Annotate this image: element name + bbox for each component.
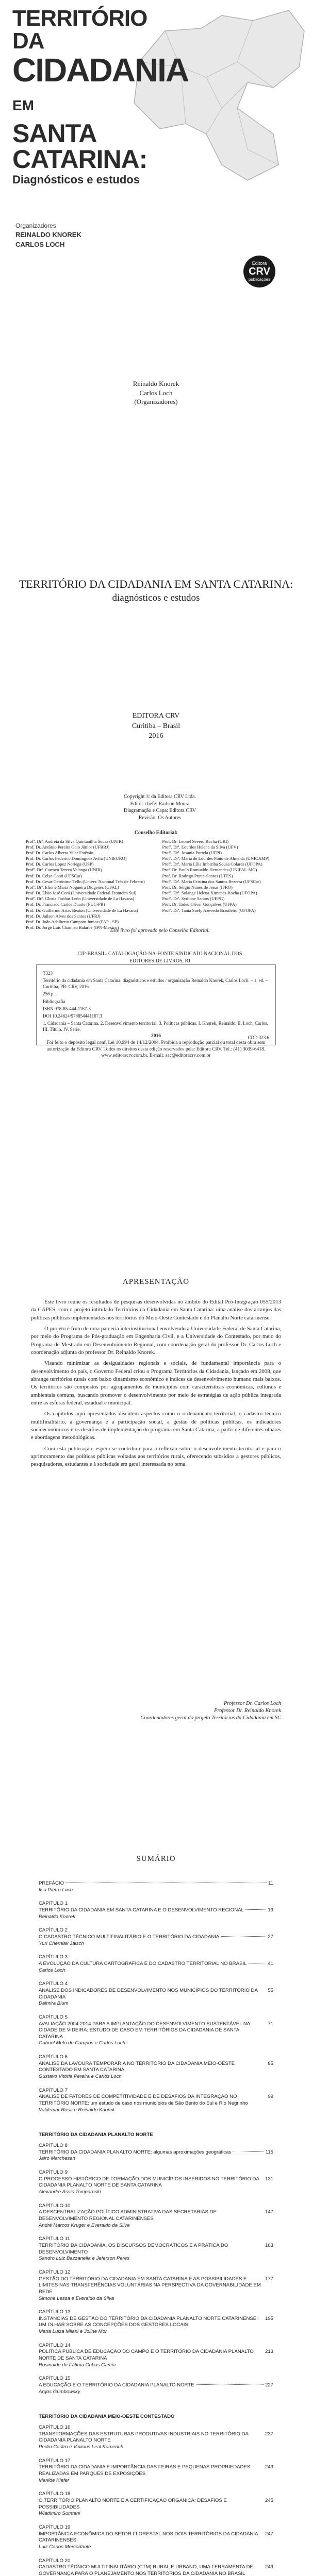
table-of-contents — [39, 1880, 273, 2576]
cover-title-em: EM — [12, 97, 34, 114]
toc-chapter-title: ANÁLISE DA LAVOURA TEMPORÁRIA NO TERRITÓRIO DA CIDADANIA MEIO-OESTE CONTESTADO EM SANTA CATARINA — [39, 2060, 235, 2073]
toc-chapter-author: Reinaldo Knorek — [39, 1913, 75, 1920]
toc-page-number: 55 — [268, 1987, 273, 1993]
toc-page-number: 243 — [265, 2464, 273, 2470]
organizer-name: REINALDO KNOREK — [15, 231, 81, 239]
toc-chapter-number: CAPÍTULO 1 — [39, 1901, 68, 1907]
toc-entry[interactable] — [39, 2203, 273, 2229]
editorial-council — [26, 829, 286, 930]
council-member: Profª. Drª. Josania Portela (UFPI) — [162, 850, 222, 855]
review-line: Revisão: Os Autores — [138, 815, 182, 821]
cip-lines — [43, 977, 269, 1032]
toc-chapter-number: CAPÍTULO 5 — [39, 2014, 68, 2020]
council-member: Prof. Dr. Cesar Gerónimo Tello (Univer. Nacional Três de Febrero) — [26, 878, 145, 884]
cip-line: DOI 10.24824/978854441167.3 — [43, 1013, 102, 1019]
toc-entry[interactable] — [39, 2236, 273, 2262]
toc-chapter-number: CAPÍTULO 4 — [39, 1981, 68, 1987]
toc-page-number: 11 — [268, 1880, 273, 1886]
toc-chapter-title: TERRITÓRIO DA CIDADANIA E IMPORTÂNCIA DAS FEIRAS E PEQUENAS PROPRIEDADES REALIZADAS EM PARQUES DE EXPOSIÇÕES — [39, 2464, 251, 2477]
toc-entry[interactable] — [39, 2491, 273, 2517]
toc-chapter-author: Carlos Loch — [39, 1967, 65, 1973]
toc-chapter-title: IMPORTÂNCIA ECONÔMICA DO SETOR FLORESTAL NOS DOIS TERRITÓRIOS DA CIDADANIA CATARINENSES — [39, 2531, 258, 2544]
toc-entry[interactable] — [39, 1880, 273, 1893]
cip-heading: CIP-BRASIL. CATALOGAÇÃO-NA-FONTE SINDICATO NACIONAL DOS EDITORES DE LIVROS, RJ — [77, 951, 242, 964]
cover-title-line-2: CIDADANIA — [12, 52, 187, 89]
council-member: Profª. Drª. Maria de Lourdes Pinto de Almeida (UNICAMP) — [162, 856, 270, 861]
toc-chapter-author: Marilde Kiefer — [39, 2477, 70, 2483]
toc-chapter-number: CAPÍTULO 14 — [39, 2342, 71, 2348]
toc-page-number: 213 — [265, 2349, 273, 2355]
council-member: Prof. Dr. Élsio José Corá (Universidade Federal Fronteira Sul) — [26, 890, 137, 896]
logo-sub-text: publicações — [248, 277, 271, 282]
toc-page-number: 71 — [268, 2021, 273, 2027]
toc-page-number: 147 — [265, 2209, 273, 2215]
colophon-page — [0, 773, 312, 1211]
cover-title-line-3: SANTA CATARINA: — [12, 119, 147, 174]
logo-editora-text: Editora — [252, 261, 267, 266]
toc-part-heading: TERRITÓRIO DA CIDADANIA PLANALTO NORTE — [39, 2132, 153, 2138]
toc-page-number: 163 — [265, 2242, 273, 2248]
toc-entry[interactable] — [39, 2558, 273, 2576]
toc-chapter-author: Sandro Luiz Bazzanella e Jeferson Peres — [39, 2256, 129, 2262]
toc-chapter-title: O PROCESSO HISTÓRICO DE FORMAÇÃO DOS MUNICÍPIOS INSERIDOS NO TERRITÓRIO DA CIDADANIA PLANALTO NORTE DE SANTA CATARINA — [39, 2176, 259, 2189]
council-member: Prof. Dr. Jorge Luis Chamiso Balarbe (IPN-Mexico) — [26, 925, 119, 930]
signature-line: Professor Dr. Carlos Loch — [223, 1701, 281, 1706]
council-member: Prof. Dr. Sérgio Nunes de Jesus (IFRO) — [162, 884, 233, 890]
toc-chapter-author: Alexandre Assis Tomporoski — [39, 2189, 101, 2195]
author-name: Reinaldo Knorek — [133, 380, 179, 387]
toc-entry[interactable] — [39, 2269, 273, 2302]
copyright-line: Copyright © da Editora CRV Ltda. — [124, 794, 196, 800]
toc-chapter-number: CAPÍTULO 10 — [39, 2202, 71, 2209]
toc-chapter-title: CADASTRO TÉCNICO MULTIFINALITÁRIO (CTM) RURAL E URBANO, UMA FERRAMENTA DE GOVERNANÇA PARA O PLANEJAMENTO NOS TERRITÓRIOS DA CIDADANIA NO BRASIL — [39, 2564, 253, 2576]
toc-entry[interactable] — [39, 2088, 273, 2114]
author-role: (Organizadores) — [134, 398, 178, 406]
toc-entry[interactable] — [39, 2170, 273, 2196]
toc-leader-dots — [245, 1909, 266, 1910]
toc-chapter-title: A DESCENTRALIZAÇÃO POLÍTICO ADMINISTRATIVA DAS SECRETARIAS DE DESENVOLVIMENTO REGIONAL CATARINENSES — [39, 2209, 217, 2222]
toc-page-number: 27 — [268, 1934, 273, 1940]
toc-chapter-title: A EDUCAÇÃO E O TERRITÓRIO DA CIDADANIA PLANALTO NORTE — [39, 2382, 194, 2388]
presentation-paragraph: O projeto é fruto de uma parceria interinstitucional envolvendo a Universidade Federal de Santa Catarina, por meio do Programa de Pós-graduação em Engenharia Civil, e a Universidade do Contestado, por meio do Programa de Mestrado em Desenvolvimento Regional, com coordenação geral do professor Dr. Carlos Loch e coordenação adjunta do professor Dr. Reinaldo Knorek. — [31, 1325, 281, 1355]
toc-chapter-title: O CADASTRO TÉCNICO MULTIFINALITÁRIO E O TERRITÓRIO DA CIDADANIA — [39, 1934, 220, 1940]
toc-entry[interactable] — [39, 1927, 273, 1947]
toc-page-number: 85 — [268, 2060, 273, 2066]
toc-page-number: 99 — [268, 2094, 273, 2100]
toc-chapter-author: Jairo Marchesan — [39, 2156, 75, 2162]
presentation-paragraph: Visando minimizar as desigualdades regionais e sociais, de fundamental importância para o desenvolvimento do país, o Governo Federal criou o Programa Territórios da Cidadania, lançado em 2008, que abrange territórios rurais com baixo dinamismo econômico e índices de desenvolvimento humano mais baixos. Os territórios são compostos por agrupamentos de municípios com características econômicas, culturais e ambientais comuns, buscando promover o desenvolvimento por meio de estratégias de ação pública integrada entre as esferas federal, estadual e municipal. — [31, 1360, 281, 1406]
signature-line: Professor Dr. Reinaldo Knorek — [214, 1708, 281, 1714]
toc-page-number: 177 — [265, 2276, 273, 2282]
cover-title-line-1: TERRITÓRIO DA — [12, 6, 147, 54]
toc-chapter-number: CAPÍTULO 7 — [39, 2087, 68, 2093]
rights-text: Foi feito o depósito legal conf. Lei 10.994 de 14/12/2004. Proibida a reprodução parcial ou total desta obra sem autorização da Editora CRV. Todos os direitos desta edição reservados pela: Editora CRV. Tel.: (41) 3039-6418. www.editoracrv.com.br. E-mail: sac@editoracrv.com.br — [46, 1040, 266, 1059]
presentation-body — [31, 1298, 281, 1472]
toc-chapter-title: A EVOLUÇÃO DA CULTURA CARTOGRÁFICA E DO CADASTRO TERRITORIAL NO BRASIL — [39, 1960, 247, 1967]
council-member: Prof. Dr. Tadeu Oliver Gonçalves (UFPA) — [162, 902, 237, 907]
cip-line: Bibliografia — [43, 998, 65, 1004]
council-list-right — [162, 839, 287, 931]
presentation-signature — [140, 1700, 281, 1722]
toc-entry[interactable] — [39, 2524, 273, 2551]
council-member: Prof. Dr. Leonel Severo Rocha (URI) — [162, 838, 229, 844]
title-page-authors — [0, 379, 312, 406]
cip-line: Território da cidadania em Santa Catarina: diagnósticos e estudos / organização Reinaldo Knorek, Carlos Loch. – 1. ed. – Curitiba, PR: CRV, 2016. — [43, 978, 268, 990]
toc-chapter-author: Gabriel Melo de Campos e Carlos Loch — [39, 2040, 125, 2046]
summary-page — [0, 1855, 312, 2576]
organizer-name: CARLOS LOCH — [15, 241, 65, 249]
council-member: Prof. Dr. Carlos López Noriega (USP) — [26, 861, 94, 867]
toc-entry[interactable] — [39, 2343, 273, 2369]
toc-chapter-number: CAPÍTULO 18 — [39, 2491, 71, 2497]
toc-chapter-title: INSTÂNCIAS DE GESTÃO DO TERRITÓRIO DA CIDADANIA PLANALTO NORTE CATARINENSE: UM OLHAR SOBRE AS CONCEPÇÕES DOS GESTORES LOCAIS — [39, 2315, 258, 2328]
council-member: Prof. Dr. Paulo Romualdo Hernandes (UNIFAL-MG) — [162, 867, 257, 873]
council-member: Profª. Drª. Carmen Tereza Velanga (UNIR) — [26, 867, 102, 873]
council-title: Conselho Editorial: — [134, 830, 178, 836]
presentation-title: APRESENTAÇÃO — [122, 1278, 190, 1286]
publisher-name: EDITORA CRV — [132, 712, 180, 720]
toc-chapter-author: Maria Luiza Milani e Joline Mor — [39, 2329, 107, 2335]
approval-note: Este livro foi aprovado pelo Conselho Editorial. — [110, 928, 210, 934]
toc-page-number: 245 — [265, 2497, 273, 2503]
toc-leader-dots — [196, 2384, 264, 2385]
toc-entry[interactable] — [39, 1954, 273, 1974]
cip-cdd: CDD 323.6 — [248, 1035, 269, 1041]
crv-publisher-logo — [243, 256, 275, 287]
cip-line: 256 p. — [43, 991, 55, 997]
summary-title: SUMÁRIO — [136, 1855, 176, 1863]
toc-chapter-title: O TERRITÓRIO PLANALTO NORTE E A CERTIFICAÇÃO ORGÂNICA: DESAFIOS E POSSIBILIDADES — [39, 2497, 227, 2510]
council-member: Prof. Dr. Carlos Federico Dominguez Avila (UNIEURO) — [26, 856, 127, 861]
toc-chapter-number: CAPÍTULO 17 — [39, 2458, 71, 2464]
council-member: Profª. Drª. Lourdes Helena da Silva (UFV) — [162, 844, 238, 850]
toc-chapter-author: Simone Lessa e Everaldo da Silva — [39, 2295, 114, 2301]
toc-chapter-author: Rosinaide de Fátima Cubas Garcia — [39, 2362, 116, 2368]
toc-entry[interactable] — [39, 2143, 273, 2162]
toc-chapter-author: Yuri Cherniak Jalsch — [39, 1940, 84, 1946]
toc-chapter-author: Dalmira Blum — [39, 2001, 69, 2007]
toc-chapter-author: Valdemar Rosa e Reinaldo Knorek — [39, 2107, 115, 2113]
toc-chapter-author: Gustavo Vitória Pereira e Carlos Loch — [39, 2074, 122, 2080]
toc-entry[interactable] — [39, 1901, 273, 1920]
council-member: Prof. Dr. Carlos Alberto Vilar Estêvão — [26, 850, 93, 855]
toc-part-heading: TERRITÓRIO DA CIDADANIA MEIO-OESTE CONTESTADO — [39, 2414, 175, 2420]
toc-chapter-number: CAPÍTULO 16 — [39, 2425, 71, 2431]
toc-chapter-number: CAPÍTULO 9 — [39, 2170, 68, 2175]
presentation-paragraph: Com esta publicação, espera-se contribuir para a reflexão sobre o desenvolvimento territorial e para o aprimoramento das políticas públicas voltadas aos territórios rurais, oferecendo subsídios a gestores públicos, pesquisadores, estudantes e à sociedade em geral interessada no tema. — [31, 1445, 281, 1468]
publication-year: 2016 — [149, 732, 163, 740]
design-line: Diagramação e Capa: Editora CRV — [123, 808, 196, 814]
title-page-publisher — [0, 711, 312, 741]
toc-entry[interactable] — [39, 2054, 273, 2080]
book-title: TERRITÓRIO DA CIDADANIA EM SANTA CATARINA: — [19, 578, 293, 590]
toc-chapter-author: Pedro Castro e Vinicius Leal Kamerich — [39, 2444, 124, 2450]
rights-year: 2016 — [151, 1033, 161, 1039]
council-member: Profª. Drª. Maria Lília Imbiriba Sousa Colares (UFOPA) — [162, 861, 262, 867]
presentation-page — [0, 1278, 312, 1762]
toc-chapter-author: André Marcos Kruger e Everaldo da Silva — [39, 2222, 130, 2228]
toc-chapter-number: CAPÍTULO 8 — [39, 2143, 68, 2149]
toc-chapter-number: CAPÍTULO 11 — [39, 2236, 70, 2242]
toc-chapter-author: Wladimiro Sumtani — [39, 2511, 80, 2517]
toc-chapter-title: TERRITÓRIO DA CIDADANIA EM SANTA CATARINA E O DESENVOLVIMENTO REGIONAL — [39, 1907, 244, 1913]
toc-entry[interactable] — [39, 2014, 273, 2047]
toc-page-number: 195 — [265, 2315, 273, 2321]
cip-line: 1. Cidadania – Santa Catarina. 2. Desenvolvimento territorial. 3. Políticas públicas. I. Knorek, Reinaldo. II. Loch, Carlos. III. Título. IV. Série. — [43, 1020, 268, 1032]
toc-entry[interactable] — [39, 2425, 273, 2451]
toc-chapter-author: Ilsa Pietro Loch — [39, 1887, 73, 1893]
toc-chapter-title: POLÍTICA PÚBLICA DE EDUCAÇÃO DO CAMPO E O TERRITÓRIO DA CIDADANIA PLANALTO NORTE DE SANTA CATARINA — [39, 2349, 254, 2362]
toc-chapter-number: CAPÍTULO 19 — [39, 2524, 71, 2530]
council-member: Prof. Dr. Rodrigo Pratte-Santos (UFES) — [162, 873, 233, 878]
toc-chapter-author: Luiz Carlos Mercadante — [39, 2544, 91, 2550]
toc-page-number: 247 — [265, 2531, 273, 2537]
cover-organizers — [15, 222, 81, 250]
council-member: Profª. Drª. Solange Helena Ximenes-Rocha (UFOPA) — [162, 890, 257, 896]
toc-entry[interactable] — [39, 1981, 273, 2007]
toc-leader-dots — [221, 1936, 266, 1937]
toc-chapter-number: CAPÍTULO 15 — [39, 2376, 71, 2382]
cover-title — [12, 6, 187, 186]
council-member: Profª. Drª. Andréia da Silva Quintanilha Sousa (UNIR) — [26, 838, 123, 844]
council-member: Prof. Dr. João Adalberto Campato Junior (FAP - SP) — [26, 919, 119, 924]
editor-line: Editor-chefe: Railson Moura — [130, 801, 190, 807]
presentation-paragraph: Os capítulos aqui apresentados discutem aspectos como o ordenamento territorial, o cadastro técnico multifinalitário, a governança e a participação social, a gestão de políticas públicas, os indicadores socioeconômicos e os desafios de implementação do programa em Santa Catarina, a partir de diferentes olhares e abordagens metodológicas. — [31, 1411, 281, 1441]
toc-chapter-number: CAPÍTULO 13 — [39, 2309, 71, 2315]
council-member: Prof. Dr. Guillermo Arias Beatón (Universidade de La Havana) — [26, 907, 138, 913]
council-member: Profª. Drª. Elione Maria Nogueira Diogenes (UFAL) — [26, 884, 119, 890]
title-page — [0, 371, 312, 762]
author-name: Carlos Loch — [139, 388, 173, 397]
council-member: Prof. Dr. Antônio Pereira Gaio Júnior (UFRRJ) — [26, 844, 110, 850]
toc-chapter-title: TERRITÓRIO DA CIDADANIA PLANALTO NORTE: algumas aproximações geográficas — [39, 2149, 232, 2155]
toc-chapter-number: CAPÍTULO 20 — [39, 2557, 71, 2564]
council-member: Profª. Drª. Maria Cristina dos Santos Bezerra (UFSCar) — [162, 878, 261, 884]
toc-chapter-author: Argos Gumbowsky — [39, 2388, 80, 2395]
toc-page-number: 19 — [268, 1907, 273, 1913]
council-member: Prof. Dr. Celso Conti (UFSCar) — [26, 873, 82, 878]
title-page-title — [0, 577, 312, 604]
colophon-credits — [77, 793, 242, 821]
book-subtitle: diagnósticos e estudos — [112, 592, 200, 603]
toc-chapter-number: CAPÍTULO 3 — [39, 1954, 68, 1960]
council-member: Prof. Dr. Francisco Carlos Duarte (PUC-PR) — [26, 902, 105, 907]
cip-line: ISBN 978-85-444-1167-3 — [43, 1006, 91, 1011]
rights-notice — [41, 1033, 271, 1059]
toc-chapter-number: CAPÍTULO 6 — [39, 2054, 68, 2060]
publisher-city: Curitiba – Brasil — [132, 722, 180, 730]
toc-chapter-title: AVALIAÇÃO 2004-2014 PARA A IMPLANTAÇÃO DO DESENVOLVIMENTO SUSTENTÁVEL NA CIDADE DE VIDEIRA: ESTUDO DE CASO EM TERRITÓRIOS DA CIDADANIA DE SANTA CATARINA — [39, 2021, 250, 2040]
toc-page-number: 131 — [265, 2176, 273, 2182]
toc-chapter-title: TERRITÓRIO DA CIDADANIA, OS DISCURSOS DEMOCRÁTICOS E A PRÁTICA DO DESENVOLVIMENTO — [39, 2242, 228, 2255]
toc-chapter-title: ANÁLISE DOS INDICADORES DE DESENVOLVIMENTO NOS MUNICÍPIOS DO TERRITÓRIO DA CIDADANIA — [39, 1987, 258, 2000]
toc-page-number: 115 — [265, 2149, 273, 2155]
toc-page-number: 237 — [265, 2431, 273, 2437]
toc-entry[interactable] — [39, 2309, 273, 2335]
cip-entry-code: T323 — [43, 971, 53, 976]
toc-page-number: 41 — [268, 1960, 273, 1967]
toc-entry[interactable] — [39, 2458, 273, 2484]
toc-page-number: 227 — [265, 2382, 273, 2388]
toc-chapter-title: GESTÃO DO TERRITÓRIO DA CIDADANIA EM SANTA CATARINA E AS POSSIBILIDADES E LIMITES NAS TRANSFERÊNCIAS VOLUNTÁRIAS NA PERSPECTIVA DA GOVERNABILIDADE EM REDE — [39, 2276, 261, 2295]
council-list-left — [26, 839, 150, 931]
toc-chapter-number: CAPÍTULO 12 — [39, 2269, 71, 2275]
logo-crv-text: CRV — [249, 266, 270, 277]
toc-chapter-title: PREFÁCIO — [39, 1880, 64, 1886]
toc-chapter-number: CAPÍTULO 2 — [39, 1927, 68, 1934]
presentation-paragraph: Este livro reúne os resultados de pesquisas desenvolvidas no âmbito do Edital Pró-Integração 055/2013 da CAPES, com o projeto intitulado Territórios da Cidadania em Santa Catarina: uma análise dos arranjos das políticas públicas implementadas nos territórios do Meio-Oeste Contestado e do Planalto Norte catarinense. — [31, 1299, 281, 1321]
organizers-label: Organizadores — [15, 222, 56, 229]
council-member: Profª. Drª. Gloria Fariñas León (Universidade de La Havana) — [26, 896, 134, 902]
signature-line: Coordenadores geral do projeto Territórios da Cidadania em SC — [140, 1715, 281, 1721]
toc-leader-dots — [233, 2151, 264, 2152]
toc-entry[interactable] — [39, 2376, 273, 2395]
toc-chapter-title: TRANSFORMAÇÕES DAS ESTRUTURAS PRODUTIVAS INDUSTRIAIS NO TERRITÓRIO DA CIDADANIA PLANALTO NORTE — [39, 2431, 249, 2444]
toc-page-number: 249 — [265, 2564, 273, 2570]
council-member: Profª. Drª. Tania Suely Azevedo Brasileiro (UFOPA) — [162, 907, 256, 913]
council-member: Profª. Drª. Sydione Santos (UEPG) — [162, 896, 225, 902]
toc-chapter-title: ANÁLISE DE FATORES DE COMPETITIVIDADE E DE DESAFIOS DA INTEGRAÇÃO NO TERRITÓRIO NORTE: um estudo de caso nos municípios de São Bento do Sul e Rio Negrinho — [39, 2094, 248, 2107]
book-cover — [0, 0, 312, 330]
cover-subtitle: Diagnósticos e estudos — [12, 173, 140, 186]
council-member: Prof. Dr. Jailson Alves dos Santos (UFRJ) — [26, 913, 101, 919]
